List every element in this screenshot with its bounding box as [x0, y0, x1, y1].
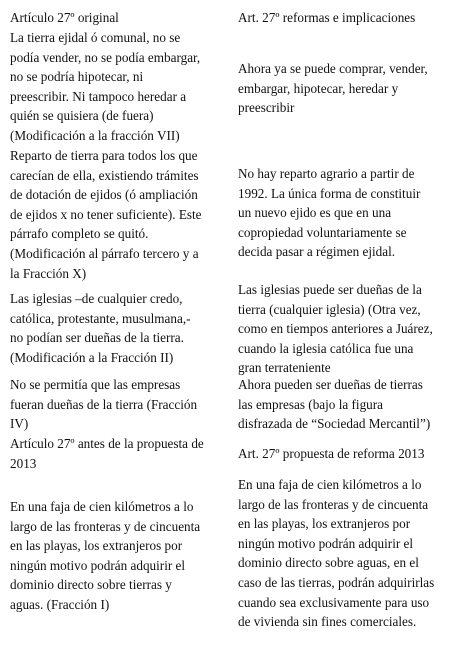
right-column-header: Art. 27º reformas e implicaciones — [238, 10, 416, 25]
left-column-header: Artículo 27º original — [10, 10, 119, 25]
left-row-1: La tierra ejidal ó comunal, no se podía vender, no se podía embargar, no se podría hipotecar, ni preescribir. Ni tampoco heredar a quién se quisiera (de fuera) (Modificación a la fracción VII) — [10, 30, 201, 143]
right-row-3: Las iglesias puede ser dueñas de la tierra (cualquier iglesia) (Otra vez, como en tiempos anteriores a Juárez, cuando la iglesia católica fue una gran terrateniente — [238, 282, 433, 376]
left-row-2: Reparto de tierra para todos los que carecían de ella, existiendo trámites de dotación de ejidos (ó ampliación de ejidos x no tener suficiente). Este párrafo completo se quitó. (Modificación al párrafo tercero y a la Fracción X) — [10, 148, 202, 281]
right-section-header: Art. 27º propuesta de reforma 2013 — [238, 446, 425, 461]
right-row-5: En una faja de cien kilómetros a lo largo de las fronteras y de cincuenta en las playas, los extranjeros por ningún motivo podrán adquirir el dominio directo sobre aguas, en el caso de las tierras, podrán adquirirlas cuando sea exclusivamente para uso de vivienda sin fines comerciales. — [238, 477, 435, 630]
right-row-2: No hay reparto agrario a partir de 1992. La única forma de constituir un nuevo ejido es que en una copropiedad voluntariamente se decida pasar a régimen ejidal. — [238, 166, 421, 260]
left-row-3: Las iglesias –de cualquier credo, católica, protestante, musulmana,- no podían ser dueñas de la tierra. (Modificación a la Fracción II) — [10, 291, 191, 365]
right-row-1: Ahora ya se puede comprar, vender, embargar, hipotecar, heredar y preescribir — [238, 61, 428, 116]
left-row-4: No se permitía que las empresas fueran dueñas de la tierra (Fracción IV) — [10, 377, 198, 432]
right-row-4: Ahora pueden ser dueñas de tierras las empresas (bajo la figura disfrazada de “Sociedad Mercantil”) — [238, 377, 431, 432]
left-section-header: Artículo 27º antes de la propuesta de 2013 — [10, 436, 204, 471]
left-row-5: En una faja de cien kilómetros a lo largo de las fronteras y de cincuenta en las playas, los extranjeros por ningún motivo podrán adquirir el dominio directo sobre tierras y aguas. (Fracción I) — [10, 499, 201, 612]
